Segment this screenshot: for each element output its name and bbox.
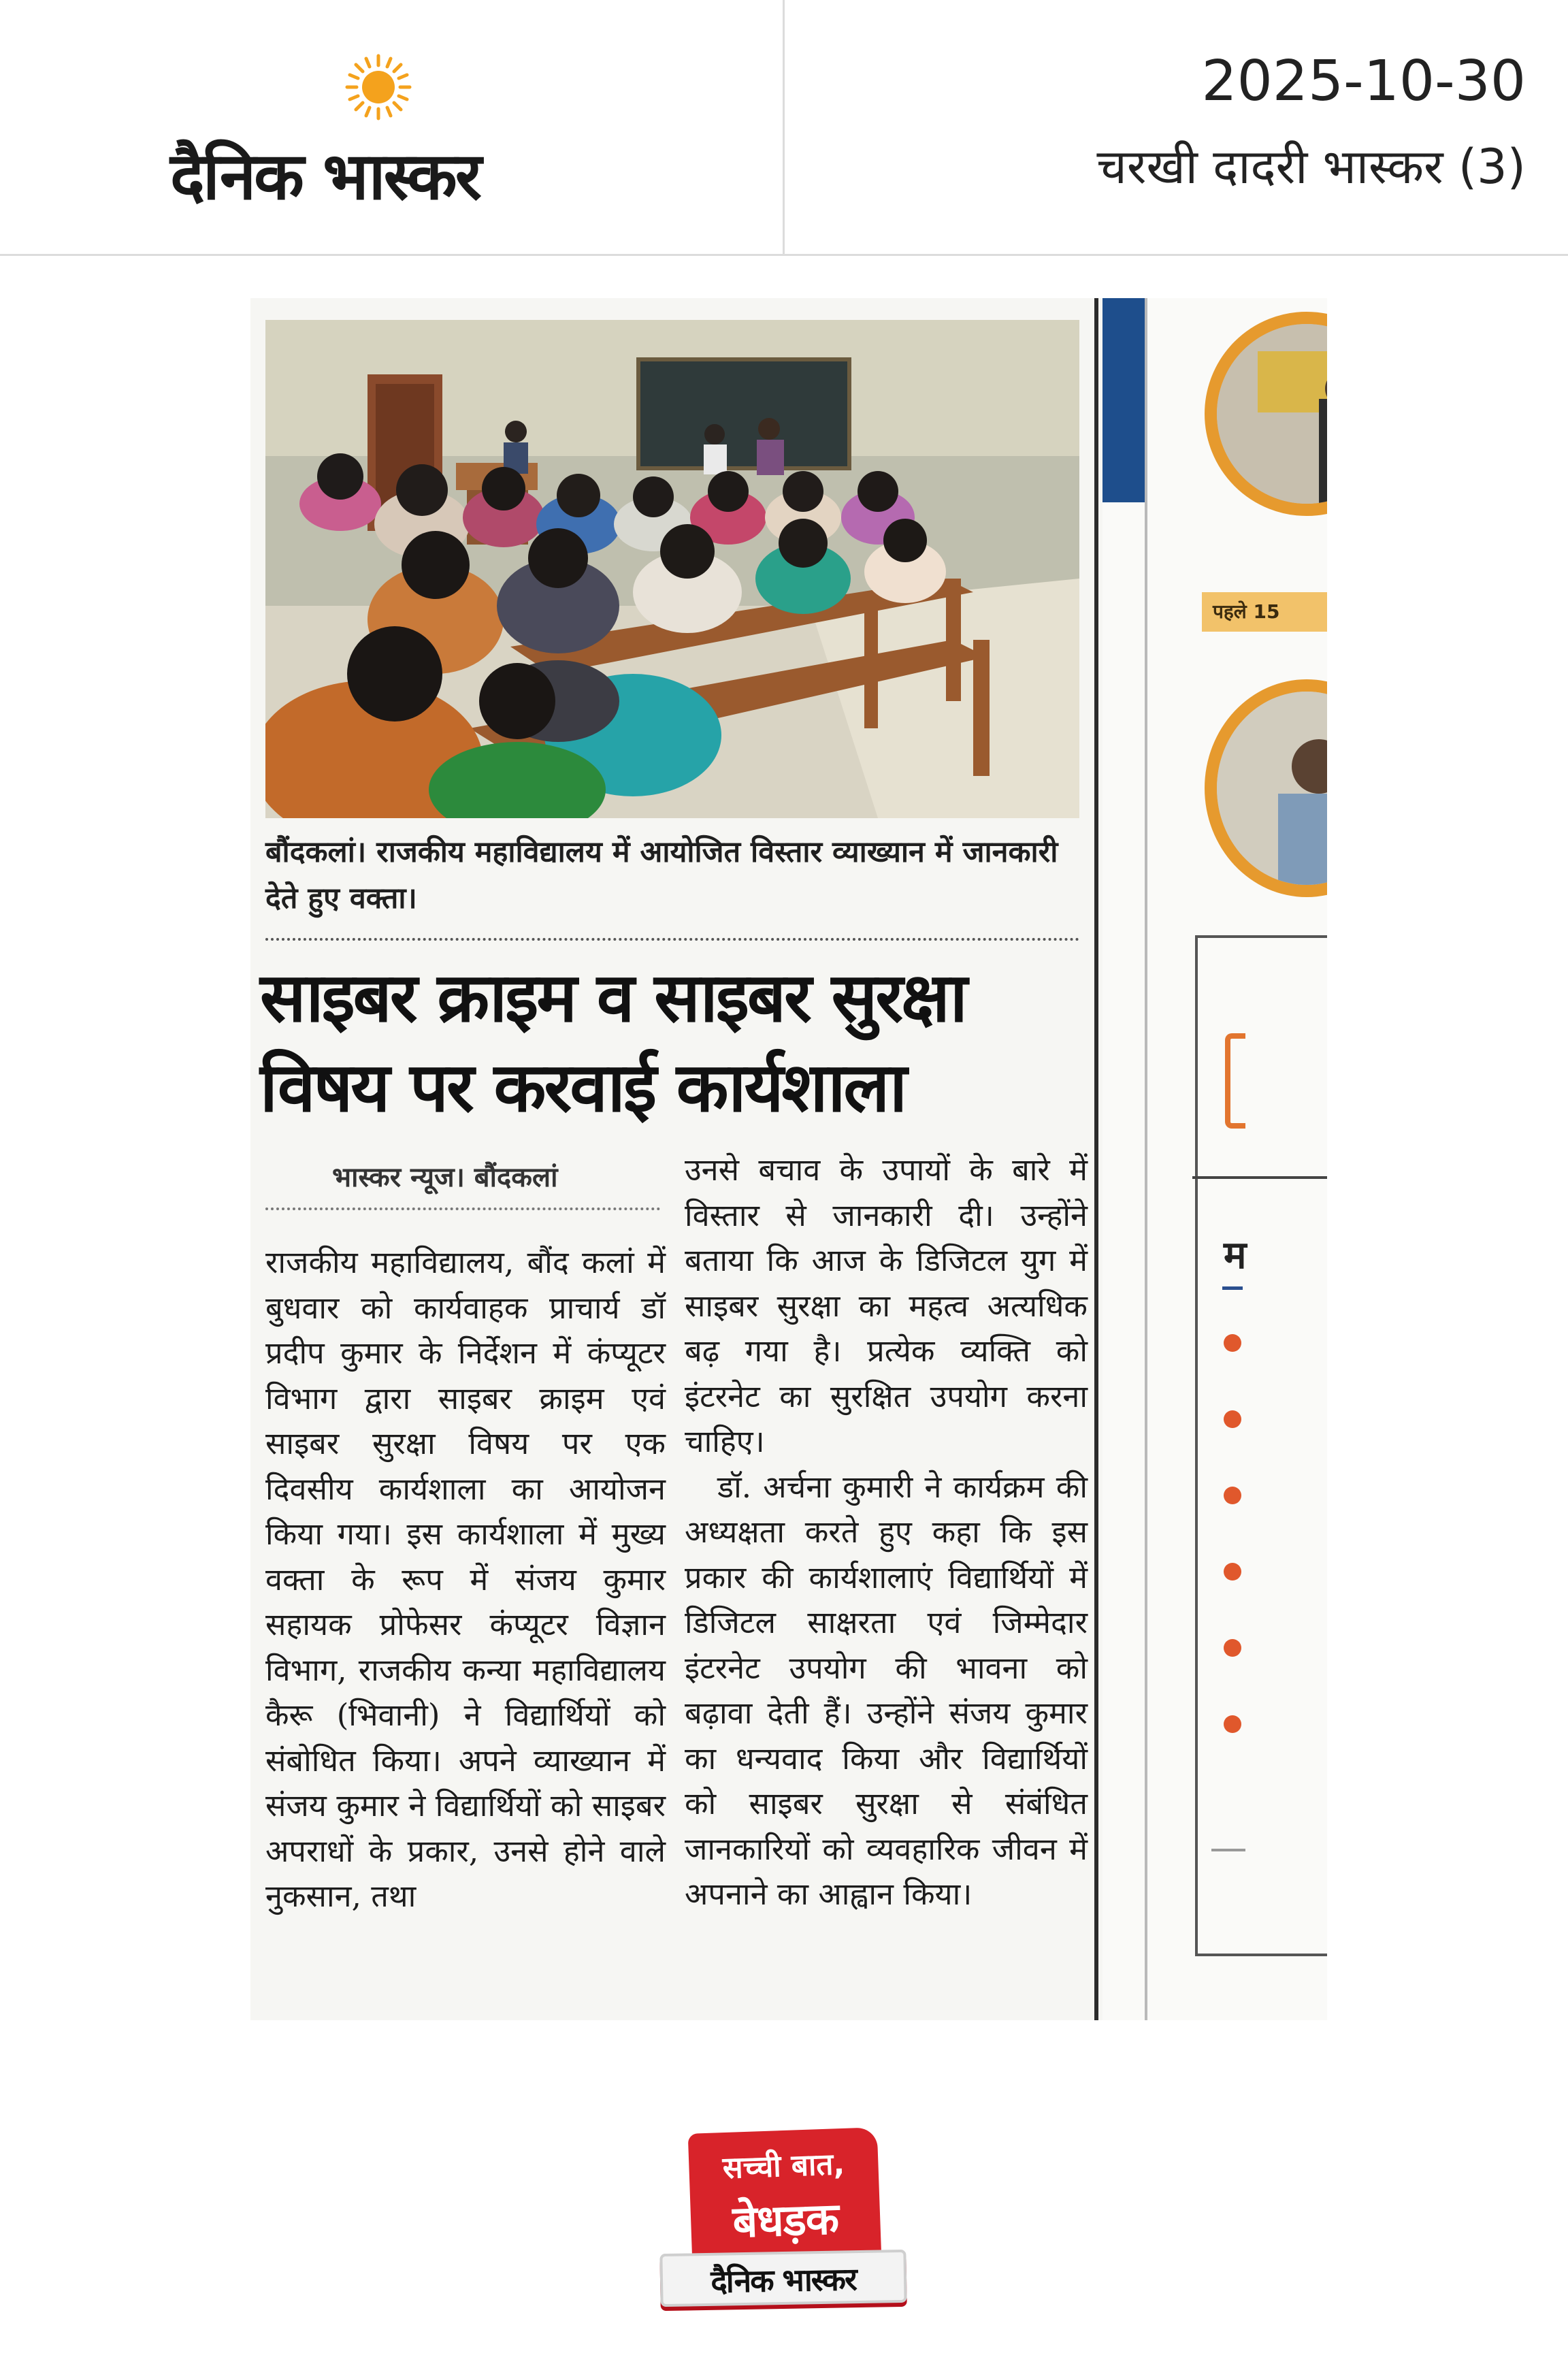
header-divider [783,0,785,254]
slogan-brand-text: दैनिक भास्कर [710,2260,857,2300]
article-body-column-right [685,1148,1088,1917]
bullet-icon [1224,1563,1241,1581]
adjacent-blue-bar [1102,298,1145,502]
column-rule [1094,298,1098,2020]
body-paragraph: राजकीय महाविद्यालय, बौंद कलां में बुधवार को कार्यवाहक प्राचार्य डॉ प्रदीप कुमार के निर्देशन में कंप्यूटर विभाग द्वारा साइबर क्राइम एवं साइबर सुरक्षा विषय पर एक दिवसीय कार्यशाला का आयोजन किया गया। इस कार्यशाला में मुख्य वक्ता के रूप में संजय कुमार सहायक प्रोफेसर कंप्यूटर विज्ञान विभाग, राजकीय कन्या महाविद्यालय कैरू (भिवानी) ने विद्यार्थियों को संबोधित किया। अपने व्याख्यान में संजय कुमार ने विद्यार्थियों को साइबर अपराधों के प्रकार, उनसे होने वाले नुकसान, तथा [265,1244,666,1914]
bullet-icon [1224,1639,1241,1657]
slogan-badge [660,2130,906,2314]
slogan-red-card [688,2127,882,2265]
page-header [0,0,1568,256]
byline-divider [265,1208,660,1210]
bullet-icon [1224,1334,1241,1352]
adjacent-orange-bracket [1225,1033,1245,1129]
bullet-icon [1224,1410,1241,1428]
adjacent-frame-line [1145,298,1147,2020]
edition-name: चरखी दादरी भास्कर (3) [1096,139,1526,195]
sun-icon [344,53,412,121]
adjacent-info-box [1195,935,1327,1956]
article-body-column-left [265,1240,666,1919]
adjacent-page-fragment [1102,298,1327,2020]
bullet-icon [1224,1715,1241,1733]
caption-divider [265,938,1079,941]
article [250,298,1102,2020]
article-headline [260,953,1090,1133]
slogan-brand-strip [659,2250,906,2307]
article-byline: भास्कर न्यूज। बौंदकलां [332,1162,558,1193]
bullet-icon [1224,1487,1241,1504]
adjacent-box-heading: म [1224,1233,1247,1278]
edition-date: 2025-10-30 [1201,49,1526,114]
adjacent-tag: पहले 15 [1202,592,1327,632]
photo-caption: बौंदकलां। राजकीय महाविद्यालय में आयोजित विस्तार व्याख्यान में जानकारी देते हुए वक्ता। [265,835,1058,915]
brand-name: दैनिक भास्कर [170,138,480,214]
body-paragraph: डॉ. अर्चना कुमारी ने कार्यक्रम की अध्यक्षता करते हुए कहा कि इस प्रकार की कार्यशालाएं विद्यार्थियों में डिजिटल साक्षरता एवं जिम्मेदार इंटरनेट उपयोग की भावना को बढ़ावा देती हैं। उन्होंने संजय कुमार का धन्यवाद किया और विद्यार्थियों को साइबर सुरक्षा से संबंधित जानकारियों को व्यवहारिक जीवन में अपनाने का आह्वान किया। [685,1468,1088,1912]
headline-line-2: विषय पर करवाई कार्यशाला [260,1048,906,1127]
article-photo [265,320,1079,818]
headline-line-1: साइबर क्राइम व साइबर सुरक्षा [260,958,966,1037]
adjacent-heading-underline [1222,1286,1243,1290]
classroom-photo-illustration [265,320,1079,818]
adjacent-circular-photo [1205,312,1327,516]
newspaper-clipping [250,298,1327,2020]
adjacent-box-divider [1192,1176,1327,1179]
brand-logo [170,53,592,214]
adjacent-circular-photo [1205,679,1327,897]
body-paragraph: उनसे बचाव के उपायों के बारे में विस्तार से जानकारी दी। उन्होंने बताया कि आज के डिजिटल युग में साइबर सुरक्षा का महत्व अत्यधिक बढ़ गया है। प्रत्येक व्यक्ति को इंटरनेट का सुरक्षित उपयोग करना चाहिए। [685,1152,1088,1459]
slogan-line-2: बेधड़क [732,2194,840,2248]
slogan-line-1: सच्ची बात, [721,2146,845,2186]
adjacent-short-rule [1211,1849,1245,1851]
